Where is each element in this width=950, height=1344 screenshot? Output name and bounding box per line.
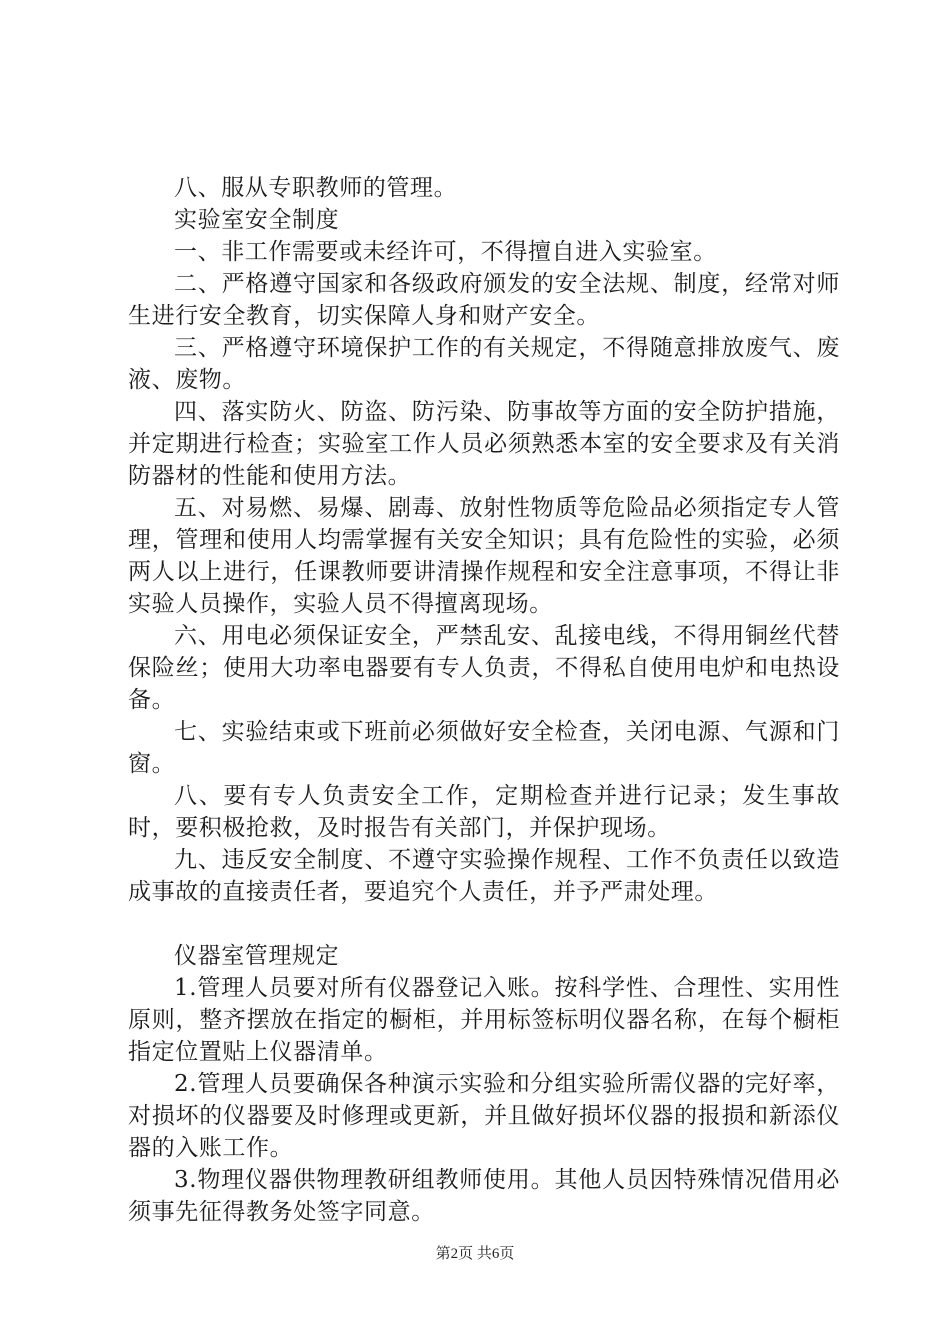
page-footer: 第2页 共6页 bbox=[435, 1246, 515, 1262]
paragraph-safety-6: 六、用电必须保证安全，严禁乱安、乱接电线，不得用铜丝代替保险丝；使用大功率电器要有专人负责，不得私自使用电炉和电热设备。 bbox=[128, 623, 840, 713]
paragraph-safety-7: 七、实验结束或下班前必须做好安全检查，关闭电源、气源和门窗。 bbox=[128, 719, 840, 777]
paragraph-safety-4: 四、落实防火、防盗、防污染、防事故等方面的安全防护措施，并定期进行检查；实验室工作人员必须熟悉本室的安全要求及有关消防器材的性能和使用方法。 bbox=[128, 399, 840, 489]
paragraph-instrument-1: 1.管理人员要对所有仪器登记入账。按科学性、合理性、实用性原则，整齐摆放在指定的橱柜，并用标签标明仪器名称，在每个橱柜指定位置贴上仪器清单。 bbox=[128, 975, 840, 1065]
paragraph-safety-2: 二、严格遵守国家和各级政府颁发的安全法规、制度，经常对师生进行安全教育，切实保障人身和财产安全。 bbox=[128, 271, 840, 329]
paragraph-safety-9: 九、违反安全制度、不遵守实验操作规程、工作不负责任以致造成事故的直接责任者，要追究个人责任，并予严肃处理。 bbox=[128, 847, 840, 905]
paragraph-instrument-3: 3.物理仪器供物理教研组教师使用。其他人员因特殊情况借用必须事先征得教务处签字同意。 bbox=[128, 1167, 840, 1225]
paragraph-safety-8: 八、要有专人负责安全工作，定期检查并进行记录；发生事故时，要积极抢救，及时报告有关部门，并保护现场。 bbox=[128, 783, 840, 841]
document-body bbox=[128, 172, 840, 1228]
section-heading-instrument-room: 仪器室管理规定 bbox=[174, 943, 340, 969]
paragraph-safety-3: 三、严格遵守环境保护工作的有关规定，不得随意排放废气、废液、废物。 bbox=[128, 335, 840, 393]
paragraph-safety-5: 五、对易燃、易爆、剧毒、放射性物质等危险品必须指定专人管理，管理和使用人均需掌握有关安全知识；具有危险性的实验，必须两人以上进行，任课教师要讲清操作规程和安全注意事项，不得让非实验人员操作，实验人员不得擅离现场。 bbox=[128, 495, 840, 617]
paragraph-safety-1: 一、非工作需要或未经许可，不得擅自进入实验室。 bbox=[174, 239, 717, 265]
paragraph-spacer bbox=[128, 908, 840, 940]
paragraph-item-8-obey: 八、服从专职教师的管理。 bbox=[174, 175, 458, 201]
section-heading-lab-safety: 实验室安全制度 bbox=[174, 207, 340, 233]
paragraph-instrument-2: 2.管理人员要确保各种演示实验和分组实验所需仪器的完好率，对损坏的仪器要及时修理或更新，并且做好损坏仪器的报损和新添仪器的入账工作。 bbox=[128, 1071, 840, 1161]
